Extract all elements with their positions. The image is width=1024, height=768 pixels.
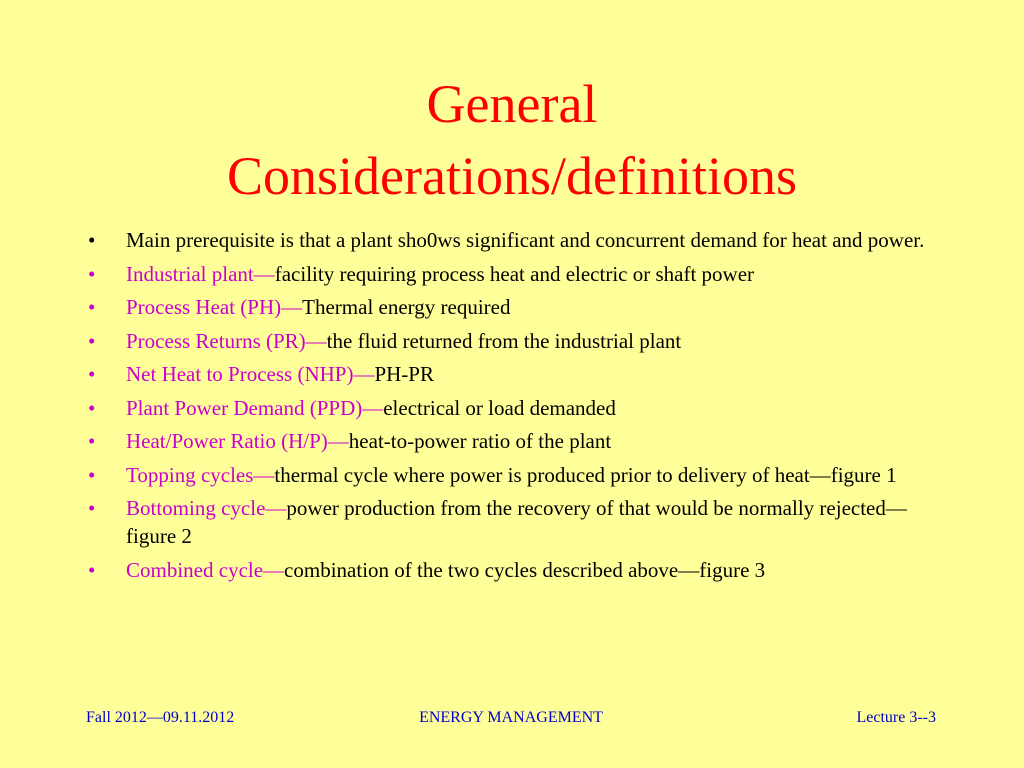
bullet-term: Industrial plant (126, 261, 254, 286)
bullet-item (88, 327, 948, 355)
bullet-dash: — (263, 557, 285, 582)
bullet-item (88, 226, 948, 254)
bullet-item (88, 494, 948, 550)
bullet-text: heat-to-power ratio of the plant (348, 429, 612, 453)
bullet-text: Main prerequisite is that a plant sho0ws significant and concurrent demand for heat and power. (126, 228, 925, 252)
bullet-text: PH-PR (374, 362, 434, 386)
bullet-text: Thermal energy required (302, 295, 511, 319)
bullet-dash: — (327, 429, 349, 453)
bullet-text: electrical or load demanded (383, 395, 616, 420)
bullet-term: Net Heat to Process (NHP) (126, 362, 354, 386)
bullet-icon: • (88, 228, 96, 252)
footer-course-title: ENERGY MANAGEMENT (419, 709, 603, 726)
bullet-dash: — (362, 395, 384, 420)
bullet-dash: — (305, 328, 327, 353)
bullet-dash: — (353, 362, 375, 386)
bullet-item (88, 394, 948, 422)
bullet-dash: — (265, 496, 287, 520)
bullet-item (88, 461, 948, 489)
bullet-text: facility requiring process heat and electric or shaft power (274, 261, 755, 286)
slide-title (0, 68, 1024, 212)
bullet-icon: • (88, 462, 96, 487)
bullet-item (88, 260, 948, 288)
bullet-text: thermal cycle where power is produced prior to delivery of heat—figure 1 (274, 462, 897, 487)
bullet-term: Process Heat (PH) (126, 295, 282, 319)
slide-title-line-1: General (426, 74, 598, 134)
bullet-icon: • (88, 261, 96, 286)
bullet-text: the fluid returned from the industrial plant (326, 328, 682, 353)
bullet-dash: — (253, 261, 275, 286)
bullet-icon: • (88, 328, 96, 353)
footer-date: Fall 2012—09.11.2012 (86, 709, 235, 726)
bullet-term: Process Returns (PR) (126, 328, 306, 353)
bullet-item (88, 293, 948, 321)
bullet-icon: • (88, 362, 96, 386)
bullet-icon: • (88, 496, 96, 520)
bullet-dash: — (281, 295, 303, 319)
bullet-item (88, 427, 948, 455)
bullet-icon: • (88, 557, 96, 582)
bullet-text: power production from the recovery of that would be normally rejected—figure 2 (126, 496, 907, 548)
bullet-icon: • (88, 295, 96, 319)
footer-slide-number: Lecture 3--3 (856, 709, 936, 726)
bullet-term: Topping cycles (126, 462, 254, 487)
bullet-term: Plant Power Demand (PPD) (126, 395, 363, 420)
slide-title-line-2: Considerations/definitions (227, 146, 797, 206)
bullet-term: Combined cycle (126, 557, 264, 582)
bullet-item (88, 556, 948, 584)
bullet-icon: • (88, 395, 96, 420)
bullet-dash: — (253, 462, 275, 487)
bullet-term: Bottoming cycle (126, 496, 266, 520)
bullet-term: Heat/Power Ratio (H/P) (126, 429, 328, 453)
bullet-icon: • (88, 429, 96, 453)
bullet-list (88, 226, 948, 589)
bullet-text: combination of the two cycles described above—figure 3 (284, 557, 766, 582)
bullet-item (88, 360, 948, 388)
